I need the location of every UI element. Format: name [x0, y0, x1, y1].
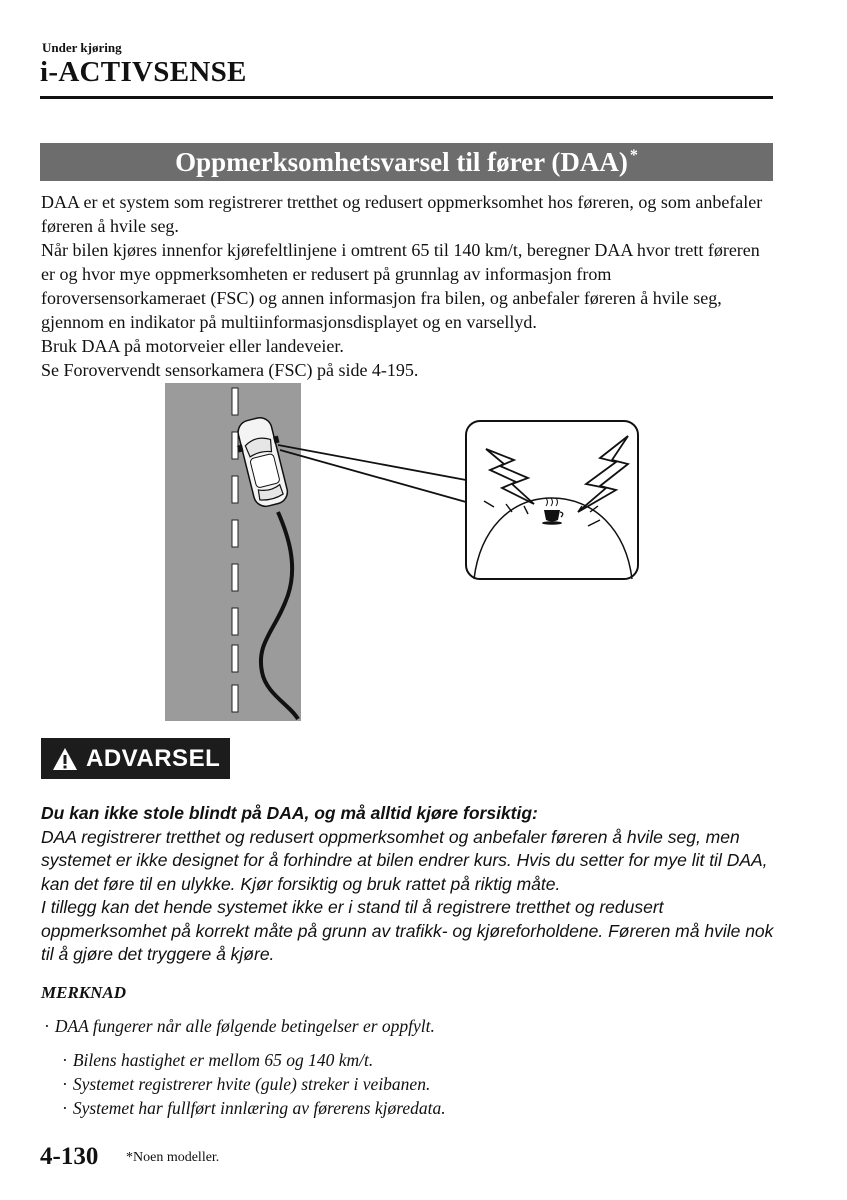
section-label: Under kjøring — [42, 40, 122, 55]
footnote: *Noen modeller. — [126, 1150, 220, 1165]
warning-label: ADVARSEL — [86, 744, 221, 772]
chapter-title: i-ACTIVSENSE — [40, 56, 247, 88]
page-number: 4-130 — [40, 1143, 99, 1170]
callout-line — [280, 450, 466, 502]
note-sub-text: Bilens hastighet er mellom 65 og 140 km/t. — [72, 1050, 374, 1070]
cross-reference: Se Forovervendt sensorkamera (FSC) på side 4-195. — [41, 360, 419, 380]
bullet: · — [62, 1050, 68, 1070]
daa-illustration — [160, 380, 680, 725]
note-main-text: DAA fungerer når alle følgende betingelser er oppfylt. — [54, 1016, 435, 1036]
note-sub-item — [62, 1073, 430, 1095]
warning-text — [41, 802, 781, 967]
note-label: MERKNAD — [41, 983, 127, 1002]
note-main-item — [44, 1015, 435, 1037]
note-sub-item — [62, 1097, 446, 1119]
section-heading — [40, 143, 773, 181]
note-sub-text: Systemet har fullført innlæring av førerens kjøredata. — [72, 1098, 446, 1118]
bullet: · — [62, 1098, 68, 1118]
section-heading-text: Oppmerksomhetsvarsel til fører (DAA) — [175, 146, 628, 177]
warning-badge — [41, 738, 230, 779]
warning-triangle-icon — [52, 747, 78, 771]
warning-heading: Du kan ikke stole blindt på DAA, og må alltid kjøre forsiktig: — [41, 803, 538, 823]
footnote-marker: * — [629, 147, 638, 164]
note-sub-text: Systemet registrerer hvite (gule) streker i veibanen. — [72, 1074, 431, 1094]
note-sub-item — [62, 1049, 373, 1071]
chapter-divider — [40, 96, 773, 99]
bullet: · — [62, 1074, 68, 1094]
intro-paragraph: Når bilen kjøres innenfor kjørefeltlinjene i omtrent 65 til 140 km/t, beregner DAA hvor trett føreren er og hvor mye oppmerksomheten er redusert på grunnlag av informasjon from foroversensorkameraet (FSC) og annen informasjon fra bilen, og anbefaler føreren å hvile seg, gjennom en indikator på multiinformasjonsdisplayet og en varsellyd. — [41, 240, 760, 332]
intro-paragraph: Bruk DAA på motorveier eller landeveier. — [41, 336, 344, 356]
intro-paragraph: DAA er et system som registrerer tretthet og redusert oppmerksomhet hos føreren, og som anbefaler føreren å hvile seg. — [41, 192, 763, 236]
intro-text — [41, 190, 776, 382]
callout-line — [278, 445, 466, 480]
warning-paragraph: DAA registrerer tretthet og redusert oppmerksomhet og anbefaler føreren å hvile seg, men systemet er ikke designet for å forhindre at bilen endrer kurs. Hvis du setter for mye lit til DAA, kan det føre til en ulykke. Kjør forsiktig og bruk rattet på riktig måte. — [41, 826, 768, 894]
warning-paragraph: I tillegg kan det hende systemet ikke er i stand til å registrere tretthet og redusert oppmerksomhet på korrekt måte på grunn av trafikk- og kjøreforholdene. Føreren må hvile nok til å gjøre det tryggere å kjøre. — [41, 897, 774, 964]
bullet: · — [44, 1016, 50, 1036]
